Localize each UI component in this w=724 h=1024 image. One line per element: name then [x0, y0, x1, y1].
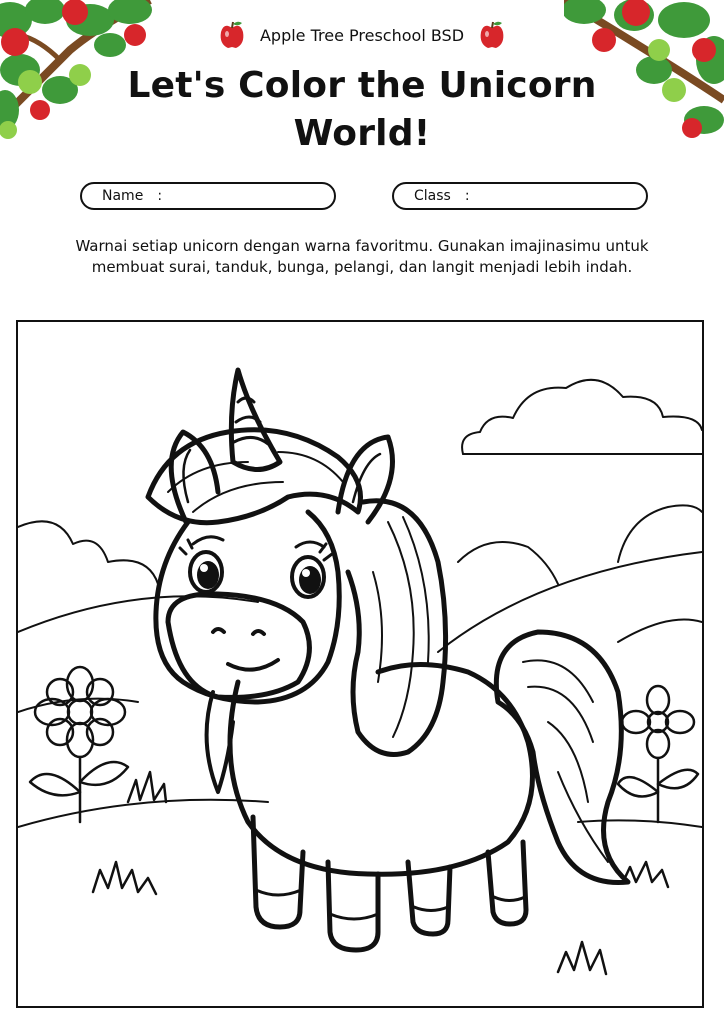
- cloud-right: [462, 380, 702, 454]
- apple-icon: [218, 20, 246, 50]
- class-label: Class: [414, 188, 451, 204]
- name-label: Name: [102, 188, 144, 204]
- unicorn-eye-right: [292, 544, 332, 597]
- unicorn-eye-left: [180, 540, 222, 592]
- grass-tuft: [558, 942, 606, 974]
- instructions: [30, 236, 694, 278]
- unicorn-illustration: [18, 322, 702, 1006]
- name-field[interactable]: [80, 182, 336, 210]
- unicorn-ear-left: [171, 432, 218, 522]
- title-line-2: World!: [293, 113, 431, 154]
- school-header: [0, 20, 724, 50]
- instructions-line-1: Warnai setiap unicorn dengan warna favoritmu. Gunakan imajinasimu untuk: [75, 237, 649, 255]
- class-field[interactable]: [392, 182, 648, 210]
- class-separator: :: [464, 188, 470, 204]
- page-title: [120, 62, 604, 158]
- flower-left: [30, 667, 128, 822]
- grass-tuft: [128, 772, 166, 802]
- apple-icon: [478, 20, 506, 50]
- unicorn-mane: [348, 501, 446, 755]
- grass-tuft: [93, 862, 156, 894]
- instructions-line-2: membuat surai, tanduk, bunga, pelangi, dan langit menjadi lebih indah.: [91, 258, 633, 276]
- cloud-left: [18, 521, 158, 584]
- unicorn-back-leg: [488, 842, 526, 924]
- unicorn-body: [230, 665, 533, 875]
- unicorn-ear-right: [338, 437, 393, 522]
- flower-right: [618, 686, 698, 822]
- school-name: Apple Tree Preschool BSD: [259, 25, 465, 45]
- title-line-1: Let's Color the Unicorn: [127, 65, 597, 106]
- coloring-frame: [16, 320, 704, 1008]
- unicorn-tail: [496, 632, 628, 883]
- name-separator: :: [157, 188, 163, 204]
